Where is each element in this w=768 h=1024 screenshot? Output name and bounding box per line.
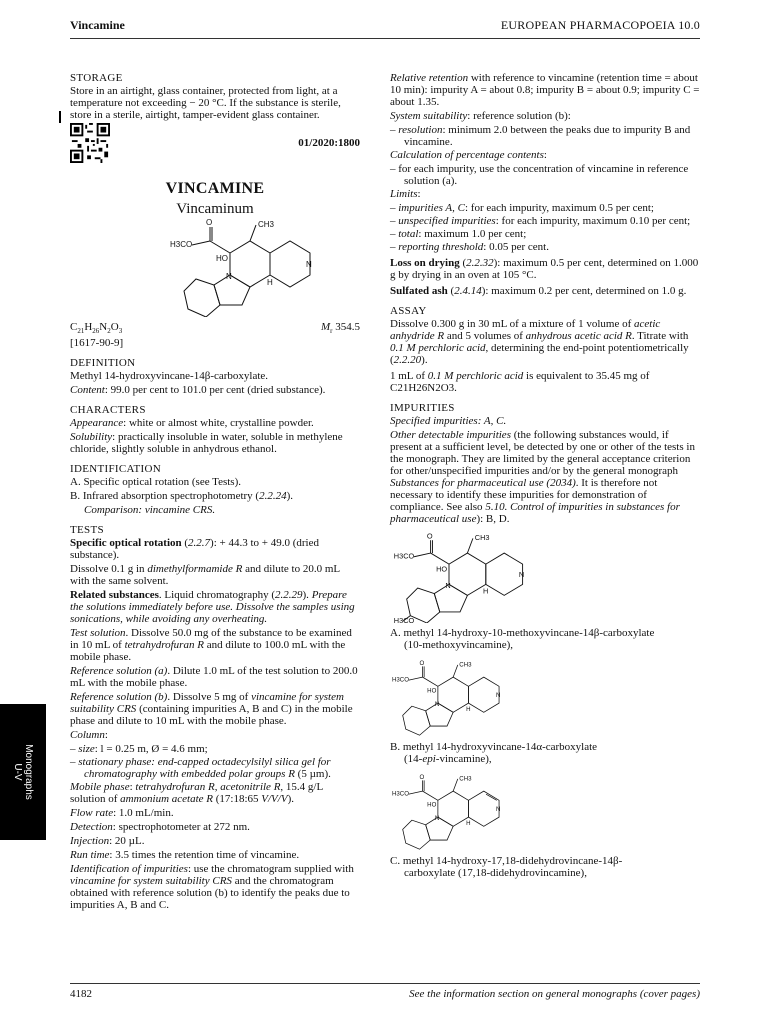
spec-label: Specified impurities <box>390 415 478 427</box>
imp-b-h: H <box>466 705 471 713</box>
imp-a-h: H <box>483 586 489 596</box>
column-size-text: : l = 0.25 m, Ø = 4.6 mm; <box>94 743 208 756</box>
imp-b-line2b: epi <box>422 753 436 765</box>
assay-heading: ASSAY <box>390 305 427 317</box>
imp-c-hydroxy: HO <box>427 801 437 809</box>
imp-b-line2c: -vincamine), <box>435 753 492 765</box>
formula-c-count: 21 <box>77 327 85 336</box>
imp-c-oxygen: O <box>419 773 425 781</box>
assay-formula: C21H26N2O3. <box>390 382 457 394</box>
rs-post: ). <box>302 589 312 602</box>
imp-c-n1: N <box>434 815 440 823</box>
comparison-label: Comparison <box>84 504 139 517</box>
rsb-pre: . Dissolve 5 mg of <box>167 691 252 704</box>
definition-text: Methyl 14-hydroxyvincane-14β-carboxylate. <box>70 370 269 383</box>
struct-label-n1: N <box>226 272 232 281</box>
formula-o: O <box>110 321 119 333</box>
mr-value: 354.5 <box>335 321 360 333</box>
content-value: : 99.0 per cent to 101.0 per cent (dried substance). <box>104 384 326 397</box>
ioi-label: Identification of impurities <box>70 863 188 876</box>
rs-ref: 2.2.29 <box>275 589 303 602</box>
ss-res-label: resolution <box>398 124 443 136</box>
change-bar <box>59 111 61 123</box>
assay-t2: and 5 volumes of <box>444 330 526 342</box>
detection <box>70 821 360 833</box>
identification-b <box>70 490 360 502</box>
assay-t1: Dissolve 0.300 g in 30 mL of a mixture of 1 volume of <box>390 318 635 330</box>
column-stationary-phase: – stationary phase: end-capped octadecylsilyl silica gel for chromatography with embedded polar groups R (5 µm). <box>70 756 331 781</box>
other-t1: (the following substances would, if present at a sufficient level, be detected by one or other of the tests in the monograph. They are limited by the general acceptance criterion for other/unspecified impurities and/or by the general monograph <box>390 429 695 477</box>
page-header-right: EUROPEAN PHARMACOPOEIA 10.0 <box>500 18 700 32</box>
test-solution <box>70 627 360 663</box>
impurities-heading: IMPURITIES <box>390 402 455 414</box>
column-sp-size: (5 µm). <box>294 768 331 781</box>
mp-comma: , <box>214 781 221 794</box>
formula-n-count: 2 <box>107 327 111 336</box>
flow-label: Flow rate <box>70 807 114 820</box>
imp-b-ester: H3CO <box>392 676 409 684</box>
sa-ref: 2.4.14 <box>454 285 482 297</box>
header-rule <box>70 38 700 39</box>
imp-b-hydroxy: HO <box>427 687 437 695</box>
specific-optical-rotation <box>70 537 360 561</box>
specified-impurities <box>390 415 700 427</box>
assay-equivalence <box>390 370 700 394</box>
ts-reagent: tetrahydrofuran R <box>124 639 204 652</box>
sor-pre: ( <box>181 537 189 550</box>
imp-a-n2: N <box>518 570 525 579</box>
lod-label: Loss on drying <box>390 257 460 269</box>
impurity-b-structure <box>392 657 522 737</box>
struct-label-methyl: CH3 <box>258 220 275 229</box>
rr-text: with reference to vincamine (retention time = about 10 min): impurity A = about 0.8; impurity B = about 0.9; impurity C = about 1.35. <box>390 72 700 108</box>
imp-c-ester: H3CO <box>392 790 409 798</box>
sor-dissolve-post: and dilute to 20.0 mL with the same solvent. <box>70 563 340 588</box>
limit-1: – impurities A, C: for each impurity, maximum 0.5 per cent; <box>390 202 654 214</box>
limits-label: Limits <box>390 188 418 200</box>
column-sp-text: : end-capped octadecylsilyl silica gel for chromatography with embedded polar groups R <box>84 756 331 781</box>
assay-r3: 0.1 M perchloric acid <box>390 342 486 354</box>
imp-c-h: H <box>466 819 471 827</box>
assay-eq-reagent: 0.1 M perchloric acid <box>427 370 524 382</box>
monograph-title: VINCAMINE <box>165 180 265 197</box>
sor-label: Specific optical rotation <box>70 537 182 550</box>
appearance-text <box>70 417 360 429</box>
ioi-reagent: vincamine for system suitability CRS <box>70 875 232 888</box>
page-header-left: Vincamine <box>70 18 125 32</box>
assay-eq-post: is equivalent to 35.45 mg of <box>523 370 650 382</box>
imp-c-methyl: CH3 <box>459 775 472 783</box>
lim-2-label: unspecified impurities <box>398 215 496 227</box>
sa-text: ): maximum 0.2 per cent, determined on 1.0 g. <box>481 285 687 297</box>
inj-text: : 20 µL. <box>109 835 145 848</box>
imp-a-oxygen: O <box>426 531 433 541</box>
limit-4: – reporting threshold: 0.05 per cent. <box>390 241 549 253</box>
id-b-post: ). <box>286 490 294 503</box>
identification-heading: IDENTIFICATION <box>70 463 161 476</box>
limits-colon: : <box>417 188 421 200</box>
run-text: : 3.5 times the retention time of vincamine. <box>109 849 300 862</box>
calc-label: Calculation of percentage contents <box>390 149 544 161</box>
assay-t5: ). <box>421 354 428 366</box>
mp-reagent2: acetonitrile R <box>220 781 281 794</box>
system-suitability <box>390 110 700 122</box>
other-impurities <box>390 429 700 525</box>
footer-note: See the information section on general monographs (cover pages) <box>409 988 700 1000</box>
mr-sub: r <box>330 327 333 336</box>
sa-pre: ( <box>447 285 455 297</box>
appearance-value: : white or almost white, crystalline powder. <box>123 417 314 430</box>
title-block <box>70 180 360 217</box>
impurity-a-structure <box>392 531 552 623</box>
latin-title: Vincaminum <box>176 201 254 217</box>
lim-2-text: : for each impurity, maximum 0.10 per cent; <box>495 215 691 227</box>
column-size: – size: l = 0.25 m, Ø = 4.6 mm; <box>70 743 208 756</box>
ss-resolution: – resolution: minimum 2.0 between the peaks due to impurity B and vincamine. <box>390 124 691 148</box>
formula-h-count: 26 <box>92 327 100 336</box>
other-ref2: 5.10. Control of impurities in substances for pharmaceutical use <box>390 501 680 525</box>
imp-b-line1: B. methyl 14-hydroxyvincane-14α-carboxylate <box>390 741 598 753</box>
side-tab-line2: U-V <box>12 763 23 781</box>
calculation <box>390 149 700 161</box>
comparison-text <box>70 504 360 516</box>
calc-colon: : <box>543 149 547 161</box>
sor-ref: 2.2.7 <box>188 537 211 550</box>
qr-row <box>70 125 360 165</box>
mp-post: (17:18:65 <box>213 793 262 806</box>
mobile-phase <box>70 781 360 805</box>
lod-ref: 2.2.32 <box>466 257 494 269</box>
mr-label: M <box>320 321 331 333</box>
rsa-label: Reference solution (a) <box>70 665 168 678</box>
ts-pre: . Dissolve 50.0 mg of the substance to be examined in 10 mL of <box>70 627 352 652</box>
ioi-post: and the chromatogram obtained with reference solution (b) to identify the peaks due to impurities A, B and C. <box>70 875 350 912</box>
sor-dissolve <box>70 563 360 587</box>
identification-of-impurities <box>70 863 360 911</box>
limit-2: – unspecified impurities: for each impurity, maximum 0.10 per cent; <box>390 215 691 227</box>
sa-label: Sulfated ash <box>390 285 448 297</box>
imp-a-n1: N <box>445 581 451 591</box>
sor-text: ): + 44.3 to + 49.0 (dried substance). <box>70 537 319 562</box>
lim-4-text: : 0.05 per cent. <box>483 241 549 253</box>
lod-pre: ( <box>459 257 467 269</box>
solubility-label: Solubility <box>70 431 113 444</box>
other-t3: ): B, D. <box>476 513 510 525</box>
inj-label: Injection <box>70 835 110 848</box>
formula-h: H <box>84 321 93 333</box>
document-number: 01/2020:1800 <box>298 137 360 149</box>
mp-end: ). <box>287 793 294 806</box>
rs-pre: . Liquid chromatography ( <box>158 589 276 602</box>
limit-3: – total: maximum 1.0 per cent; <box>390 228 527 240</box>
other-ref1: Substances for pharmaceutical use (2034) <box>390 477 576 489</box>
ss-label: System suitability <box>390 110 468 122</box>
sulfated-ash <box>390 285 700 297</box>
imp-c-line2: carboxylate (17,18-didehydrovincamine), <box>404 867 587 879</box>
related-substances <box>70 589 360 625</box>
assay-t3: . Titrate with <box>631 330 689 342</box>
content-label: Content <box>70 384 105 397</box>
column-size-label: size <box>78 743 95 756</box>
assay-t4: , determining the end-point potentiometrically ( <box>390 342 689 366</box>
flow-rate <box>70 807 360 819</box>
solubility-value: : practically insoluble in water, soluble in methylene chloride, slightly soluble in anhydrous ethanol. <box>70 431 343 456</box>
imp-c-n2: N <box>496 806 501 813</box>
struct-label-hydroxy: HO <box>216 254 228 263</box>
imp-b-methyl: CH3 <box>459 661 472 669</box>
mp-mid: , 15.4 g/L solution of <box>70 781 323 806</box>
column-heading: Column: <box>70 729 108 742</box>
lod-text: ): maximum 0.5 per cent, determined on 1.000 g by drying in an oven at 105 °C. <box>390 257 699 281</box>
side-tab <box>0 704 46 840</box>
appearance-label: Appearance <box>70 417 124 430</box>
lim-3-label: total <box>398 228 419 240</box>
storage-heading: STORAGE <box>70 72 123 84</box>
tests-heading: TESTS <box>70 524 104 537</box>
run-label: Run time <box>70 849 110 862</box>
assay-text <box>390 318 700 366</box>
mp-label: Mobile phase <box>70 781 130 794</box>
qr-code-icon <box>70 123 110 163</box>
injection <box>70 835 360 847</box>
ts-post: and dilute to 100.0 mL with the mobile phase. <box>70 639 346 664</box>
imp-b-n2: N <box>496 692 501 699</box>
ss-res-text: : minimum 2.0 between the peaks due to impurity B and vincamine. <box>404 124 691 148</box>
right-column <box>390 72 700 885</box>
lim-3-text: : maximum 1.0 per cent; <box>418 228 527 240</box>
rsa-text: . Dilute 1.0 mL of the test solution to 200.0 mL with the mobile phase. <box>70 665 358 690</box>
struct-label-ester: H3CO <box>170 240 193 249</box>
mp-reagent3: ammonium acetate R <box>120 793 213 806</box>
struct-label-oxygen: O <box>206 218 213 227</box>
flow-text: : 1.0 mL/min. <box>113 807 174 820</box>
imp-a-methoxy: H3CO <box>393 616 415 623</box>
calc-item: – for each impurity, use the concentration of vincamine in reference solution (a). <box>390 163 689 187</box>
imp-a-methyl: CH3 <box>474 533 490 543</box>
storage-text: Store in an airtight, glass container, protected from light, at a temperature not exceeding − 20 °C. If the substance is sterile, store in a sterile, airtight, tamper-evident glass container. <box>70 85 341 121</box>
other-t2: . It is therefore not necessary to identify these impurities for demonstration of compliance. See also <box>390 477 658 513</box>
det-label: Detection <box>70 821 113 834</box>
assay-ref: 2.2.20 <box>393 354 422 366</box>
rsb-reagent: vincamine for system suitability CRS <box>70 691 344 716</box>
id-b-pre: B. Infrared absorption spectrophotometry ( <box>70 490 260 503</box>
vincamine-structure <box>170 217 340 317</box>
reference-solution-b <box>70 691 360 727</box>
imp-b-line2a: (14- <box>404 753 423 765</box>
formula-c: C <box>70 321 78 333</box>
left-column <box>70 72 360 913</box>
page-number: 4182 <box>70 988 92 1000</box>
det-text: : spectrophotometer at 272 nm. <box>112 821 250 834</box>
loss-on-drying <box>390 257 700 281</box>
side-tab-line1: Monographs <box>23 744 34 800</box>
assay-eq-pre: 1 mL of <box>390 370 428 382</box>
ioi-pre: : use the chromatogram supplied with <box>187 863 354 876</box>
rsb-label: Reference solution (b) <box>70 691 168 704</box>
rs-label: Related substances <box>70 589 159 602</box>
mp-reagent1: tetrahydrofuran R <box>135 781 215 794</box>
rr-label: Relative retention <box>390 72 469 84</box>
struct-label-h: H <box>267 278 273 287</box>
imp-b-oxygen: O <box>419 659 425 667</box>
other-label: Other detectable impurities <box>390 429 511 441</box>
column-sp-label: stationary phase <box>78 756 152 769</box>
impurity-b-caption <box>390 741 700 765</box>
impurity-c-caption <box>390 855 700 879</box>
ts-label: Test solution <box>70 627 126 640</box>
characters-heading: CHARACTERS <box>70 404 146 417</box>
sor-dissolve-reagent: dimethylformamide R <box>147 563 243 576</box>
imp-a-hydroxy: HO <box>436 564 448 574</box>
lim-4-label: reporting threshold <box>398 241 484 253</box>
rs-note: Prepare the solutions immediately before use. Dissolve the samples using sonications, while avoiding any overheating. <box>70 589 355 626</box>
mp-pre: : <box>129 781 136 794</box>
formula-n: N <box>99 321 108 333</box>
side-tab-label <box>12 744 34 800</box>
imp-a-line2: (10-methoxyvincamine), <box>404 639 514 651</box>
imp-b-n1: N <box>434 701 440 709</box>
column-label: Column <box>70 729 105 742</box>
molecular-formula <box>70 321 122 337</box>
solubility-text <box>70 431 360 455</box>
reference-solution-a <box>70 665 360 689</box>
formula-o-count: 3 <box>118 327 123 336</box>
comparison-value: : vincamine CRS. <box>138 504 216 517</box>
lim-1-label: impurities A, C <box>398 202 465 214</box>
assay-r2: anhydrous acetic acid R <box>525 330 632 342</box>
limits <box>390 188 700 200</box>
cas-number: [1617-90-9] <box>70 337 124 350</box>
calc-item-text: for each impurity, use the concentration of vincamine in reference solution (a). <box>398 163 689 187</box>
impurity-c-structure <box>392 771 522 851</box>
spec-text: : A, C. <box>477 415 507 427</box>
identification-a: A. Specific optical rotation (see Tests). <box>70 476 242 489</box>
run-time <box>70 849 360 861</box>
sor-dissolve-pre: Dissolve 0.1 g in <box>70 563 148 576</box>
rsb-post: (containing impurities A, B and C) in the mobile phase and dilute to 10 mL with the mobile phase. <box>70 703 353 728</box>
imp-a-ester: H3CO <box>393 551 415 561</box>
ss-text: : reference solution (b): <box>467 110 571 122</box>
lim-1-text: : for each impurity, maximum 0.5 per cent; <box>464 202 654 214</box>
struct-label-n2: N <box>306 260 312 269</box>
impurity-a-caption <box>390 627 700 651</box>
imp-a-line1: A. methyl 14-hydroxy-10-methoxyvincane-14β-carboxylate <box>390 627 655 639</box>
formula-row <box>70 321 360 337</box>
relative-retention <box>390 72 700 108</box>
imp-c-line1: C. methyl 14-hydroxy-17,18-didehydrovincane-14β- <box>390 855 623 867</box>
assay-r1: acetic anhydride R <box>390 318 661 342</box>
content-text <box>70 384 360 396</box>
definition-heading: DEFINITION <box>70 357 136 370</box>
mp-vvv: V/V/V <box>261 793 288 806</box>
molecular-mass <box>321 321 360 337</box>
footer-rule <box>70 983 700 984</box>
id-b-ref: 2.2.24 <box>259 490 287 503</box>
